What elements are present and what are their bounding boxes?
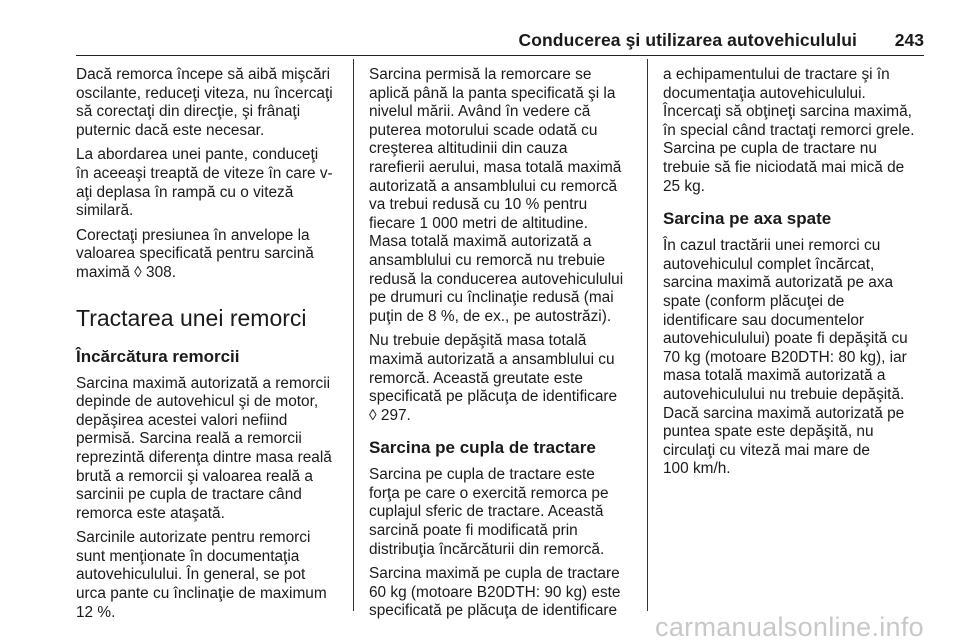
paragraph [369,332,641,425]
text-line: Dacă remorca începe să aibă mişcări [76,66,331,83]
text-line: specificată pe plăcuţa de identificare [369,602,618,620]
text-line: identificare sau documentelor [663,311,865,329]
paragraph [369,565,641,621]
header-title: Conducerea şi utilizarea autovehiculului [518,30,857,50]
text-line: circulaţi cu viteză mai mare de [663,441,870,459]
text-line: sunt menţionate în documentaţia [76,547,300,565]
text-line: autorizată a ansamblului cu remorcă [369,177,618,195]
paragraph [369,466,641,559]
subsection-heading: Încărcătura remorcii [76,346,240,366]
column-2 [369,66,641,627]
text-line: spate (conform plăcuţei de [663,292,845,310]
text-line: puntea spate este depăşită, nu [663,423,874,441]
text-line: valoarea specificată pentru sarcină [76,245,314,263]
text-line: sarcină poate fi modificată prin [369,522,578,540]
text-line: documentaţia autovehiculului. [663,84,866,102]
text-line: ◊ 297. [369,406,411,424]
text-line: distribuţia încărcăturii din remorcă. [369,540,605,558]
text-line: puţin de 8 %, de ex., pe autostrăzi). [369,307,612,325]
text-line: depinde de autovehicul şi de motor, [76,393,319,411]
text-line: maximă ◊ 308. [76,263,176,281]
text-line: reprezintă diferenţa dintre masa reală [76,448,332,466]
text-line: masa totală maximă autorizată a [663,367,886,385]
text-line: puterea motorului scade odată cu [369,121,598,139]
text-line: urca pante cu înclinaţie de maximum [76,585,327,603]
paragraph [76,146,348,220]
text-line: rarefierii aerului, masa totală maximă [369,158,622,176]
text-line: Corectaţi presiunea în anvelope la [76,226,310,244]
text-line: trebuie să fie niciodată mai mică de [663,158,905,176]
subsection-heading: Sarcina pe cupla de tractare [369,438,596,458]
watermark: carmanualsonline.info [655,612,924,642]
text-line: specificată pe plăcuţa de identificare [369,388,618,406]
text-line: maximă autorizată a ansamblului cu [369,350,615,368]
text-line: aplică până la panta specificată şi la [369,84,616,102]
text-line: În cazul tractării unei remorci cu [663,237,881,255]
text-line: redusă la conducerea autovehiculului [369,270,624,288]
paragraph [663,66,935,196]
text-line: depăşirea acestei valori nefiind [76,411,288,429]
text-line: Încercaţi să obţineţi sarcina maximă, [663,103,912,121]
text-line: Sarcina pe cupla de tractare este [369,466,595,484]
text-line: cuplajul sferic de tractare. Această [369,503,604,521]
text-line: Nu trebuie depăşită masa totală [369,332,587,350]
text-line: Sarcina pe cupla de tractare nu [663,140,877,158]
text-line: aţi deplasa în rampă cu o viteză [76,183,294,201]
text-line: a echipamentului de tractare şi în [663,66,890,83]
page-header [0,0,960,60]
text-line: nivelul mării. Având în vedere că [369,103,591,121]
text-line: în special când tractaţi remorci grele. [663,121,915,139]
column-1 [76,66,348,628]
text-line: Sarcinile autorizate pentru remorci [76,529,311,547]
text-line: 70 kg (motoare B20DTH: 80 kg), iar [663,348,907,366]
text-line: autovehiculul complet încărcat, [663,255,875,273]
text-line: ansamblului cu remorcă nu trebuie [369,251,606,269]
text-line: Sarcina maximă autorizată a remorcii [76,374,331,392]
subsection-heading: Sarcina pe axa spate [663,209,832,229]
text-line: fiecare 1 000 metri de altitudine. [369,214,589,232]
text-line: autovehiculului nu trebuie depăşită. [663,385,905,403]
text-line: puternic dacă este necesar. [76,121,265,139]
section-heading: Tractarea unei remorci [76,304,307,331]
text-line: remorca este ataşată. [76,504,225,522]
text-line: permisă. Sarcina reală a remorcii [76,430,302,448]
paragraph [76,66,348,140]
text-line: La abordarea unei pante, conduceţi [76,146,319,164]
paragraph [663,237,935,479]
text-line: Masa totală maximă autorizată a [369,233,592,251]
text-line: va trebui redusă cu 10 % pentru [369,196,588,214]
text-line: Sarcina maximă pe cupla de tractare [369,565,620,583]
column-3 [663,66,935,485]
text-line: sarcinii pe cupla de tractare când [76,486,302,504]
column-divider [353,59,354,611]
text-line: oscilante, reduceţi viteza, nu încercaţi [76,84,333,102]
paragraph [76,529,348,622]
text-line: sarcina maximă autorizată pe axa [663,274,894,292]
text-line: în aceeaşi treaptă de viteze în care v- [76,164,333,182]
text-line: remorcă. Această greutate este [369,369,583,387]
text-line: 12 %. [76,603,116,621]
paragraph [369,66,641,326]
text-line: similară. [76,202,134,220]
header-rule [76,55,924,56]
text-line: să corectaţi din direcţie, şi frânaţi [76,103,301,121]
paragraph [76,375,348,524]
text-line: 60 kg (motoare B20DTH: 90 kg) este [369,583,621,601]
text-line: Dacă sarcina maximă autorizată pe [663,404,905,422]
paragraph [76,227,348,283]
text-line: autovehiculului) poate fi depăşită cu [663,330,908,348]
text-line: forţa pe care o exercită remorca pe [369,484,609,502]
text-line: 25 kg. [663,177,705,195]
column-divider [647,59,648,611]
text-line: Sarcina permisă la remorcare se [369,66,592,83]
text-line: brută a remorcii şi valoarea reală a [76,467,313,485]
text-line: creşterea altitudinii din cauza [369,140,568,158]
text-line: autovehiculului. În general, se pot [76,566,306,584]
page-number: 243 [894,30,924,50]
text-line: 100 km/h. [663,460,731,478]
text-line: pe drumuri cu înclinaţie redusă (mai [369,289,614,307]
